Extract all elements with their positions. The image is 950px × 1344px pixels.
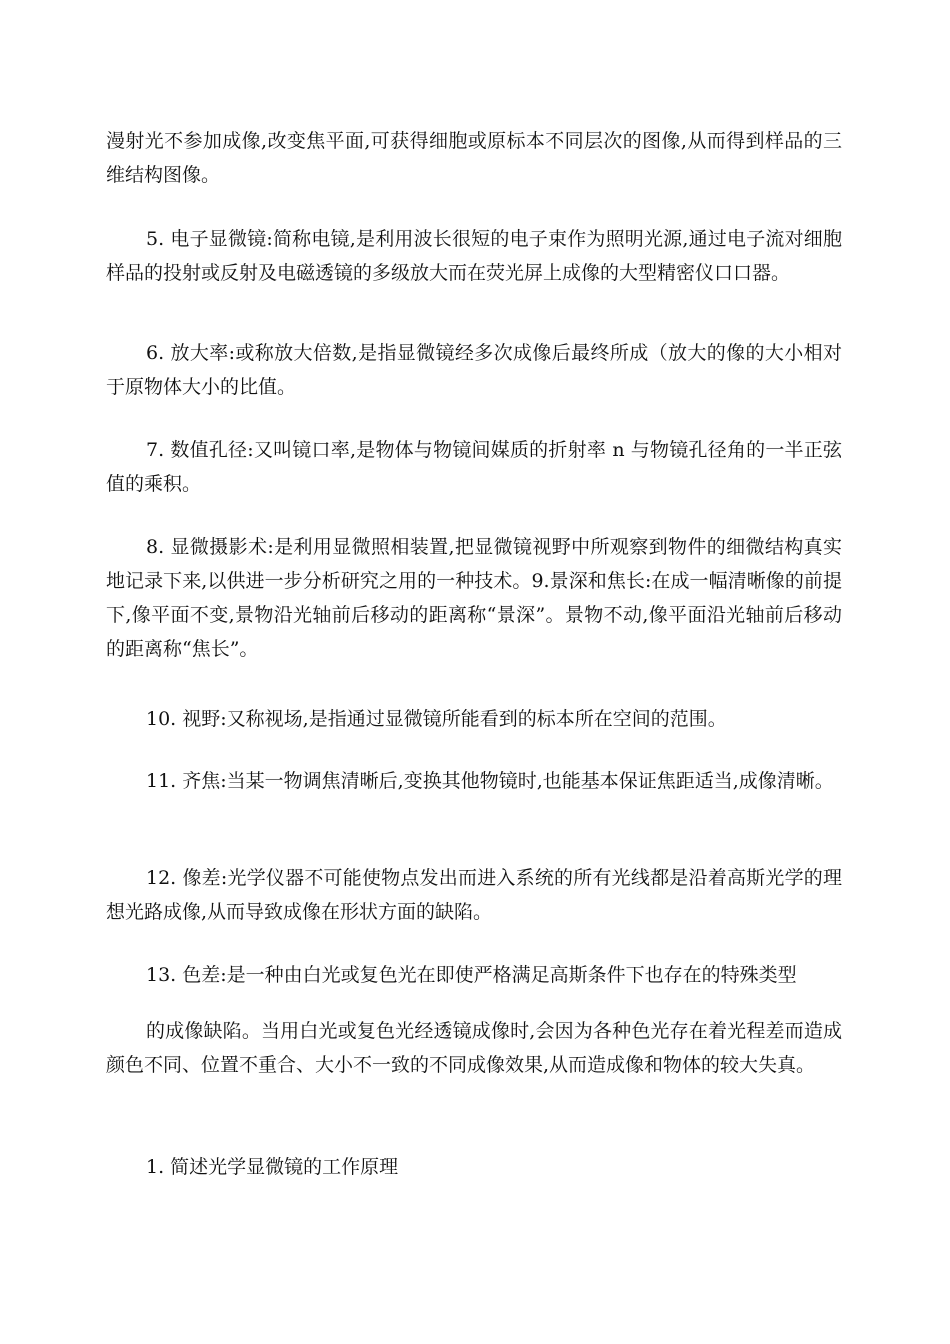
paragraph-chromatic-aberration: 13. 色差:是一种由白光或复色光在即使严格满足高斯条件下也存在的特殊类型 [146, 964, 797, 986]
paragraph-aberration: 12. 像差:光学仪器不可能使物点发出而进入系统的所有光线都是沿着高斯光学的理想光路成像,从而导致成像在形状方面的缺陷。 [106, 867, 842, 923]
paragraph-photomicrography: 8. 显微摄影术:是利用显微照相装置,把显微镜视野中所观察到物件的细微结构真实地记录下来,以供进一步分析研究之用的一种技术。9.景深和焦长:在成一幅清晰像的前提下,像平面不变,景物沿光轴前后移动的距离称“景深”。景物不动,像平面沿光轴前后移动的距离称“焦长”。 [106, 536, 842, 660]
paragraph-electron-microscope: 5. 电子显微镜:简称电镜,是利用波长很短的电子束作为照明光源,通过电子流对细胞样品的投射或反射及电磁透镜的多级放大而在荧光屏上成像的大型精密仪口口器。 [106, 228, 842, 284]
paragraph-field-of-view: 10. 视野:又称视场,是指通过显微镜所能看到的标本所在空间的范围。 [146, 708, 727, 730]
paragraph-magnification: 6. 放大率:或称放大倍数,是指显微镜经多次成像后最终所成（放大的像的大小相对于原物体大小的比值。 [106, 342, 842, 398]
paragraph-chromatic-aberration-continued: 的成像缺陷。当用白光或复色光经透镜成像时,会因为各种色光存在着光程差而造成颜色不同、位置不重合、大小不一致的不同成像效果,从而造成像和物体的较大失真。 [106, 1020, 842, 1076]
paragraph-numerical-aperture: 7. 数值孔径:又叫镜口率,是物体与物镜间媒质的折射率 n 与物镜孔径角的一半正弦值的乘积。 [106, 439, 842, 495]
paragraph-parfocal: 11. 齐焦:当某一物调焦清晰后,变换其他物镜时,也能基本保证焦距适当,成像清晰。 [146, 770, 834, 792]
question-heading: 1. 简述光学显微镜的工作原理 [146, 1156, 399, 1178]
paragraph-confocal-continuation: 漫射光不参加成像,改变焦平面,可获得细胞或原标本不同层次的图像,从而得到样品的三维结构图像。 [106, 130, 842, 186]
